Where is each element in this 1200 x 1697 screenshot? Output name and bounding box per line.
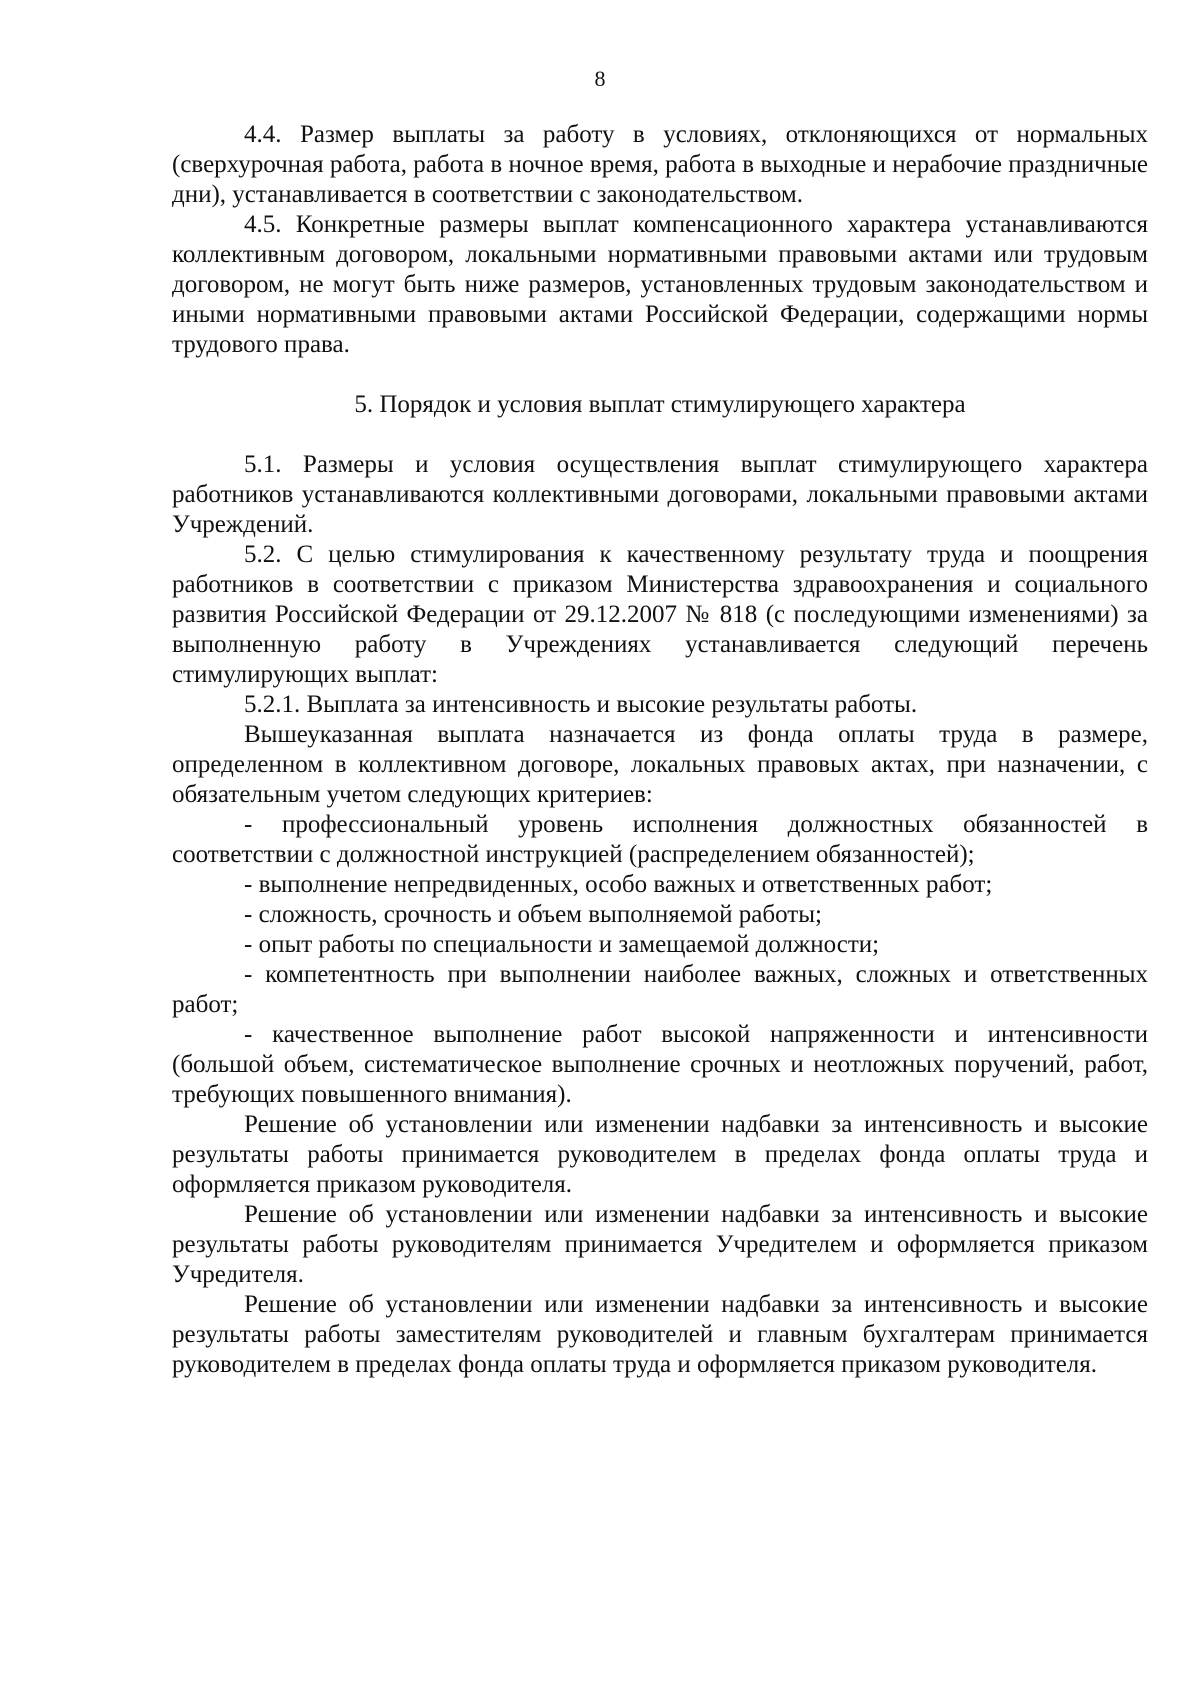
paragraph-criteria-intro: Вышеуказанная выплата назначается из фонда оплаты труда в размере, определенном в коллективном договоре, локальных правовых актах, при назначении, с обязательным учетом следующих критериев: [172,721,1148,808]
criteria-item: - компетентность при выполнении наиболее важных, сложных и ответственных работ; [172,961,1148,1018]
paragraph-decision-founder: Решение об установлении или изменении надбавки за интенсивность и высокие результаты работы руководителям принимается Учредителем и оформляется приказом Учредителя. [172,1201,1148,1288]
criteria-item: - сложность, срочность и объем выполняемой работы; [244,901,822,928]
paragraph-4-5: 4.5. Конкретные размеры выплат компенсационного характера устанавливаются коллективным договором, локальными нормативными правовыми актами или трудовым договором, не могут быть ниже размеров, установленных трудовым законодательством и иными нормативными правовыми актами Российской Федерации, содержащими нормы трудового права. [172,211,1148,358]
paragraph-decision-head: Решение об установлении или изменении надбавки за интенсивность и высокие результаты работы принимается руководителем в пределах фонда оплаты труда и оформляется приказом руководителя. [172,1111,1148,1198]
document-body [172,120,1148,1380]
criteria-item: - профессиональный уровень исполнения должностных обязанностей в соответствии с должностной инструкцией (распределением обязанностей); [172,811,1148,868]
paragraph-5-2: 5.2. С целью стимулирования к качественному результату труда и поощрения работников в соответствии с приказом Министерства здравоохранения и социального развития Российской Федерации от 29.12.2007 № 818 (с последующими изменениями) за выполненную работу в Учреждениях устанавливается следующий перечень стимулирующих выплат: [172,541,1148,688]
section-heading: 5. Порядок и условия выплат стимулирующего характера [354,391,966,418]
criteria-item: - опыт работы по специальности и замещаемой должности; [244,931,880,958]
criteria-item: - качественное выполнение работ высокой напряженности и интенсивности (большой объем, систематическое выполнение срочных и неотложных поручений, работ, требующих повышенного внимания). [172,1021,1148,1108]
paragraph-5-1: 5.1. Размеры и условия осуществления выплат стимулирующего характера работников устанавливаются коллективными договорами, локальными правовыми актами Учреждений. [172,451,1148,538]
criteria-item: - выполнение непредвиденных, особо важных и ответственных работ; [244,871,993,898]
paragraph-decision-deputies: Решение об установлении или изменении надбавки за интенсивность и высокие результаты работы заместителям руководителей и главным бухгалтерам принимается руководителем в пределах фонда оплаты труда и оформляется приказом руководителя. [172,1291,1148,1378]
page-number: 8 [594,66,606,91]
paragraph-5-2-1: 5.2.1. Выплата за интенсивность и высокие результаты работы. [244,691,918,718]
paragraph-4-4: 4.4. Размер выплаты за работу в условиях, отклоняющихся от нормальных (сверхурочная работа, работа в ночное время, работа в выходные и нерабочие праздничные дни), устанавливается в соответствии с законодательством. [172,121,1148,208]
